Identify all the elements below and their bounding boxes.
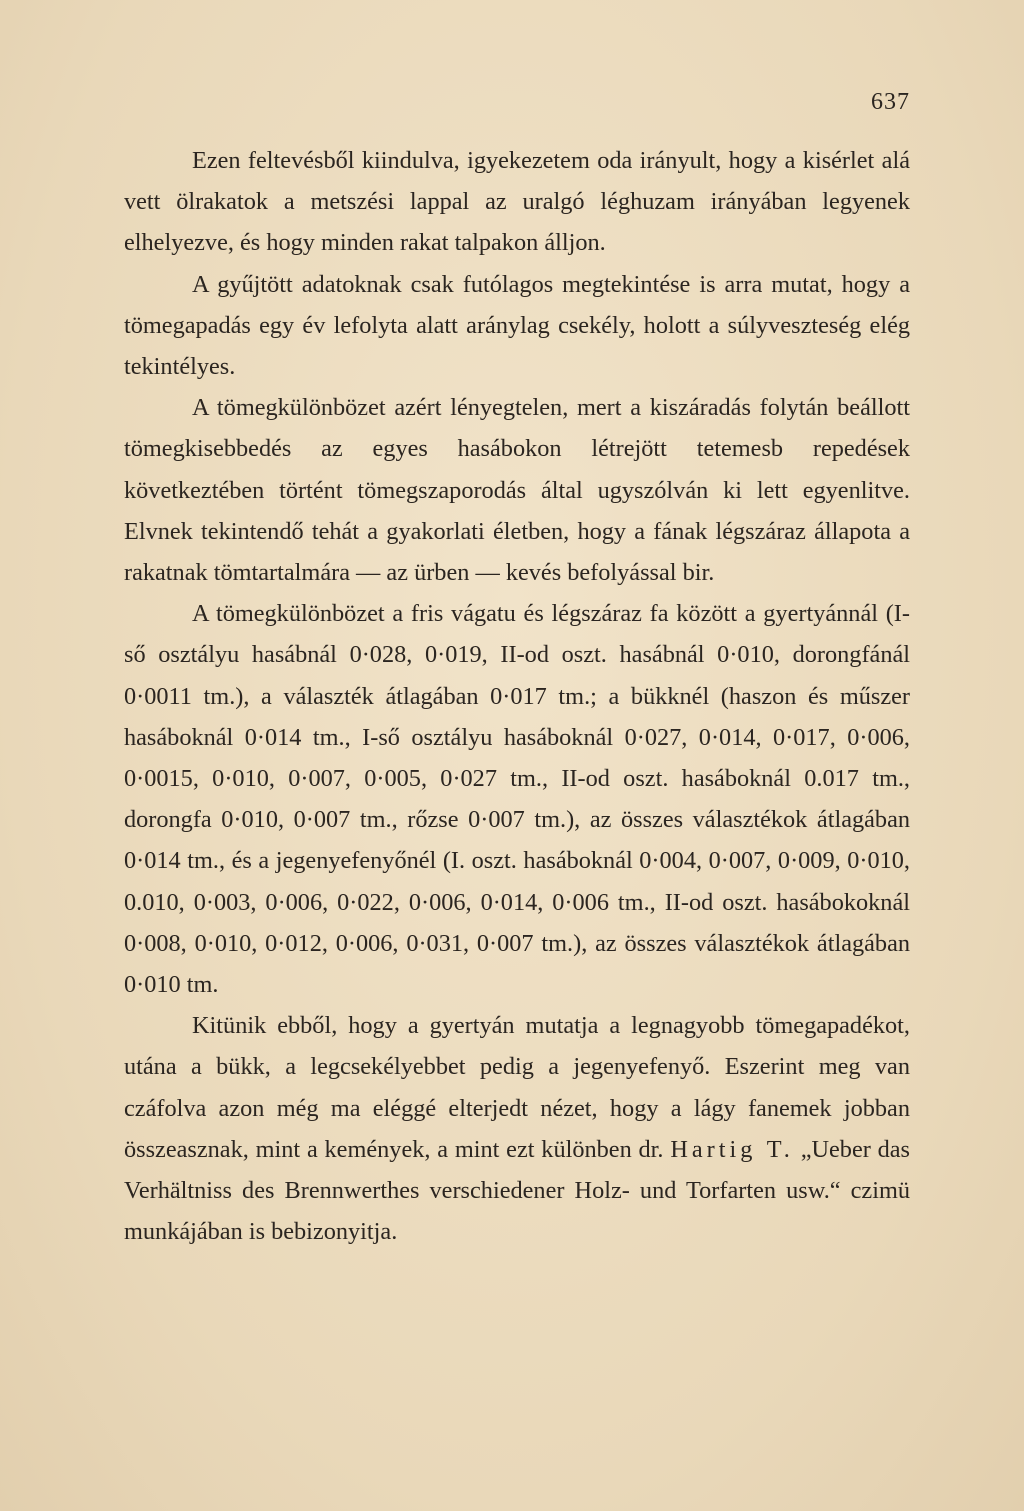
paragraph-4: A tömegkülönbözet a fris vágatu és légszáraz fa között a gyertyánnál (I-ső osztályu hasábnál 0·028, 0·019, II-od oszt. hasábnál 0·010, dorongfánál 0·0011 tm.), a választék átlagában 0·017 tm.; a bükknél (haszon és műszer hasáboknál 0·014 tm., I-ső osztályu hasáboknál 0·027, 0·014, 0·017, 0·006, 0·0015, 0·010, 0·007, 0·005, 0·027 tm., II-od oszt. hasáboknál 0.017 tm., dorongfa 0·010, 0·007 tm., rőzse 0·007 tm.), az összes választékok átlagában 0·014 tm., és a jegenyefenyőnél (I. oszt. hasáboknál 0·004, 0·007, 0·009, 0·010, 0.010, 0·003, 0·006, 0·022, 0·006, 0·014, 0·006 tm., II-od oszt. hasábokoknál 0·008, 0·010, 0·012, 0·006, 0·031, 0·007 tm.), az összes választékok átlagában 0·010 tm.	[124, 600, 910, 999]
body-text	[124, 140, 910, 1252]
paragraph-5-text-before: Kitünik ebből, hogy a gyertyán mutatja a legnagyobb tömegapadékot, utána a bükk, a legcsekélyebbet pedig a jegenyefenyő. Eszerint meg van czáfolva azon még ma eléggé elterjedt nézet, hogy a lágy fanemek jobban összeasznak, mint a kemények, a mint ezt különben dr.	[124, 1012, 910, 1163]
paragraph-2: A gyűjtött adatoknak csak futólagos megtekintése is arra mutat, hogy a tömegapadás egy év lefolyta alatt aránylag csekély, holott a súlyveszteség elég tekintélyes.	[124, 270, 910, 381]
paragraph-5-text-after: „Ueber das Verhältniss des Brennwerthes verschiedener Holz- und Torfarten usw.“ czimü munkájában is bebizonyitja.	[124, 1135, 911, 1246]
paragraph-5	[124, 1005, 910, 1252]
paragraph-1: Ezen feltevésből kiindulva, igyekezetem oda irányult, hogy a kisérlet alá vett ölrakatok a metszési lappal az uralgó léghuzam irányában legyenek elhelyezve, és hogy minden rakat talpakon álljon.	[124, 147, 910, 257]
paragraph-3: A tömegkülönbözet azért lényegtelen, mert a kiszáradás folytán beállott tömegkisebbedés az egyes hasábokon létrejött tetemesb repedések következtében történt tömegszaporodás által ugyszólván ki lett egyenlitve. Elvnek tekintendő tehát a gyakorlati életben, hogy a fának légszáraz állapota a rakatnak tömtartalmára — az ürben — kevés befolyással bir.	[124, 394, 910, 587]
page-number: 637	[871, 89, 910, 115]
cited-author: Hartig T.	[670, 1135, 794, 1163]
